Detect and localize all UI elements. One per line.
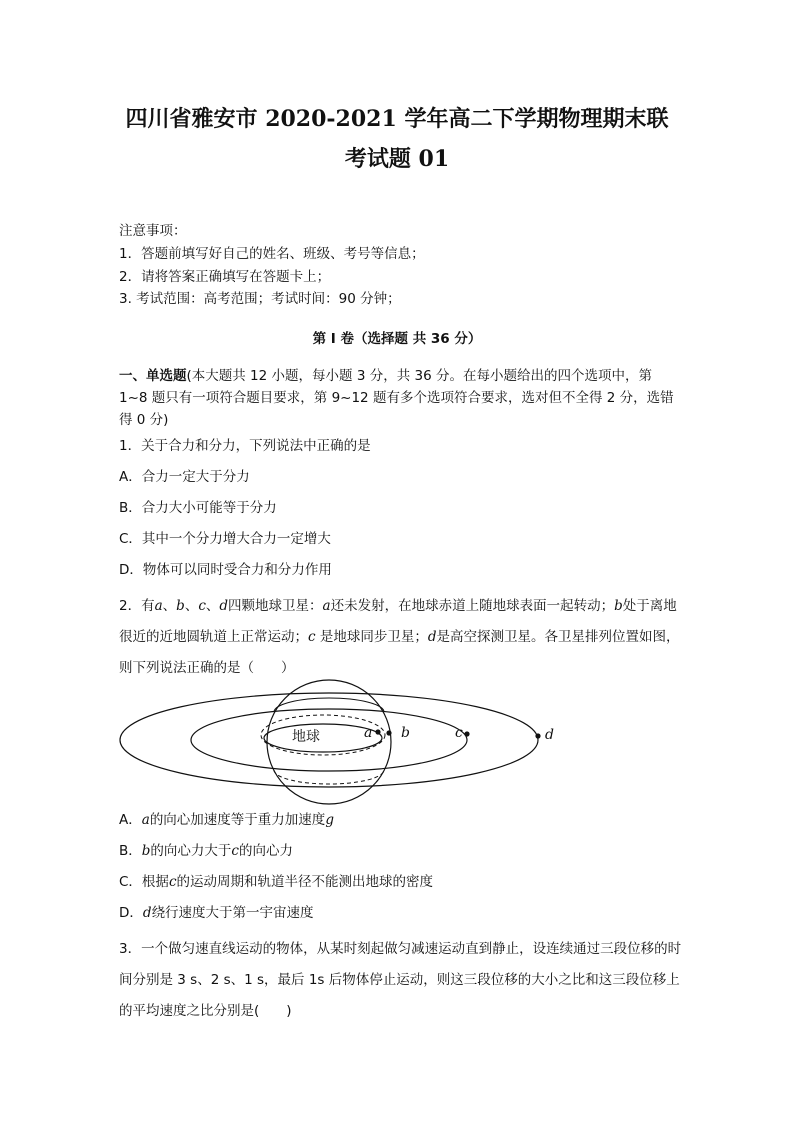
q2-text: 四颗地球卫星： <box>228 598 323 614</box>
q2-text: 处于离地很近的近地圆轨道上正常运动； <box>119 598 677 645</box>
q2-sep: 、 <box>162 598 177 614</box>
q2-text: 2．有 <box>119 598 155 614</box>
q2-sep: 、 <box>184 598 199 614</box>
section-instr-text: (本大题共 12 小题，每小题 3 分，共 36 分。在每小题给出的四个选项中，第 1~8 题只有一项符合题目要求，第 9~12 题有多个选项符合要求，选对但不全得 2 分，选错得 0 分) <box>119 368 674 428</box>
q2-text: 是高空探测卫星。各卫星排列位置如图，则下列说法正确的是（ ） <box>119 629 680 676</box>
notice-item-1: 1．答题前填写好自己的姓名、班级、考号等信息； <box>119 246 425 262</box>
option-prefix: A． <box>119 812 142 828</box>
var-b: b <box>141 843 151 859</box>
label-b: b <box>401 725 410 741</box>
var-d: d <box>219 598 229 614</box>
earth-label: 地球 <box>292 729 320 745</box>
q1-option-d: D．物体可以同时受合力和分力作用 <box>119 562 332 578</box>
var-a: a <box>141 812 150 828</box>
option-text: 的向心力 <box>238 843 293 859</box>
notice-header: 注意事项： <box>119 223 187 239</box>
orbit-c <box>191 709 467 771</box>
q1-option-c: C．其中一个分力增大合力一定增大 <box>119 531 331 547</box>
orbit-d <box>120 693 538 787</box>
satellite-c <box>464 731 469 736</box>
option-text: 绕行速度大于第一宇宙速度 <box>151 905 314 921</box>
var-c: c <box>198 598 206 614</box>
option-prefix: C．根据 <box>119 874 169 890</box>
section-instr-bold: 一、单选题 <box>119 368 187 384</box>
q3-stem: 3．一个做匀速直线运动的物体，从某时刻起做匀减速运动直到静止，设连续通过三段位移的时间分别是 3 s、2 s、1 s，最后 1s 后物体停止运动，则这三段位移的大小之比和这三段位移上的平均速度之比分别是( ) <box>119 941 682 1019</box>
q2-option-a <box>119 812 684 828</box>
var-c: c <box>168 874 177 890</box>
var-d: d <box>142 905 152 921</box>
var-a: a <box>322 598 331 614</box>
doc-title-line2: 考试题 01 <box>344 146 450 172</box>
section-title: 第 I 卷（选择题 共 36 分） <box>312 331 482 347</box>
var-c: c <box>231 843 239 859</box>
var-c: c <box>308 629 316 645</box>
satellite-d <box>535 733 540 738</box>
doc-title-line1: 四川省雅安市 2020-2021 学年高二下学期物理期末联 <box>125 106 669 132</box>
label-d: d <box>545 727 554 743</box>
q2-option-b <box>119 843 684 859</box>
option-prefix: D． <box>119 905 143 921</box>
label-c: c <box>455 725 463 741</box>
q2-sep: 、 <box>205 598 220 614</box>
option-text: 的向心力大于 <box>150 843 232 859</box>
option-prefix: B． <box>119 843 142 859</box>
earth-lower-latitude <box>274 770 384 784</box>
var-g: g <box>325 812 334 828</box>
q1-option-b: B．合力大小可能等于分力 <box>119 500 277 516</box>
label-a: a <box>364 725 373 741</box>
var-d: d <box>427 629 437 645</box>
q1-stem: 1．关于合力和分力，下列说法中正确的是 <box>119 438 371 454</box>
satellite-a <box>375 729 380 734</box>
q2-text: 还未发射，在地球赤道上随地球表面一起转动； <box>330 598 615 614</box>
q2-option-c <box>119 874 684 890</box>
earth-circle <box>267 680 391 804</box>
q1-option-a: A．合力一定大于分力 <box>119 469 250 485</box>
var-b: b <box>614 598 623 614</box>
option-text: 的运动周期和轨道半径不能测出地球的密度 <box>176 874 433 890</box>
q2-text: 是地球同步卫星； <box>315 629 428 645</box>
var-b: b <box>176 598 185 614</box>
satellite-b <box>386 730 391 735</box>
notice-item-2: 2．请将答案正确填写在答题卡上； <box>119 269 331 285</box>
q2-option-d <box>119 905 684 921</box>
var-a: a <box>154 598 163 614</box>
notice-item-3: 3. 考试范围：高考范围；考试时间：90 分钟； <box>119 291 401 307</box>
option-text: 的向心加速度等于重力加速度 <box>149 812 326 828</box>
